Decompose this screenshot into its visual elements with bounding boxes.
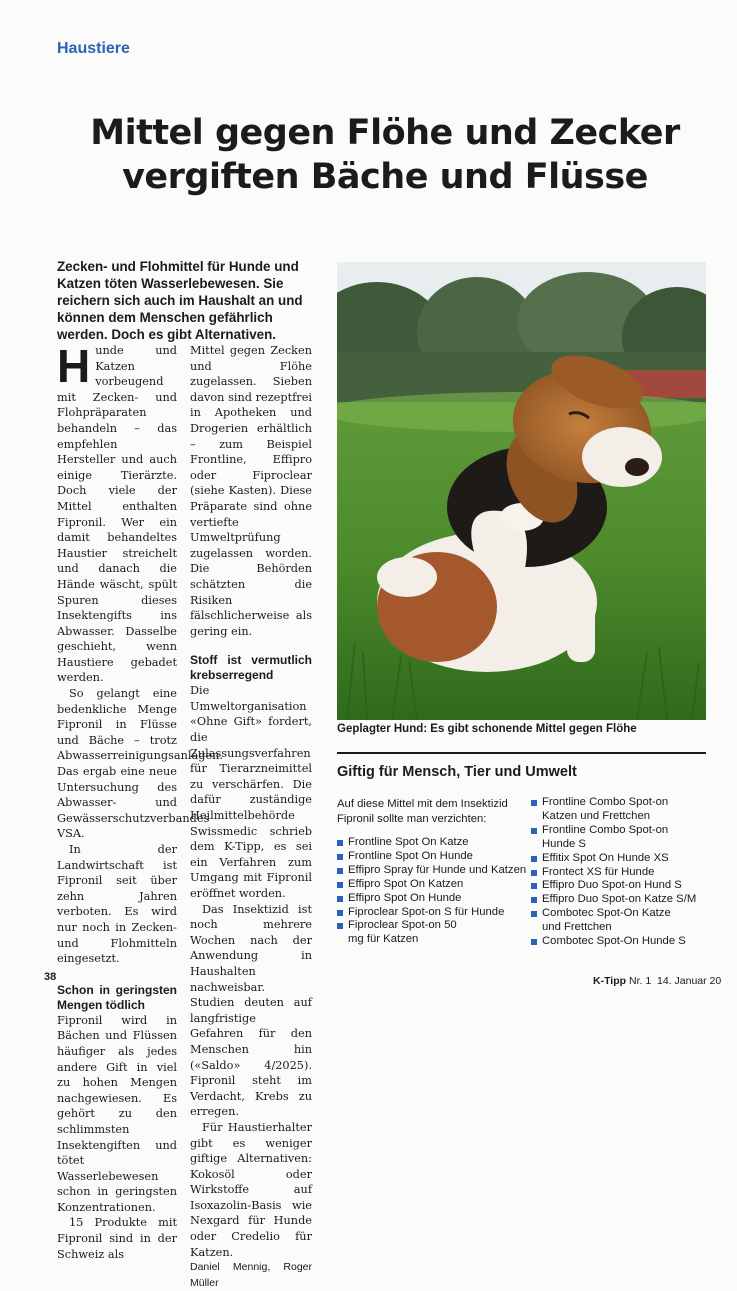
product-list-right xyxy=(531,796,701,949)
product-list-left xyxy=(337,836,527,947)
photo-caption: Geplagter Hund: Es gibt schonende Mittel gegen Flöhe xyxy=(337,723,637,735)
list-item: Frontline Combo Spot-on Katzen und Frettchen xyxy=(531,796,701,824)
list-item: Fiproclear Spot-on S für Hunde xyxy=(337,906,527,920)
list-item: Effipro Spray für Hunde und Katzen xyxy=(337,864,527,878)
list-item: Effipro Spot On Katzen xyxy=(337,878,527,892)
list-item: Frontline Spot On Hunde xyxy=(337,850,527,864)
headline-line-2: vergiften Bäche und Flüsse xyxy=(122,157,648,197)
paragraph-9: Für Haustierhalter gibt es weniger giftige Alternativen: Kokosöl oder Wirkstoffe auf Isoxazolin-Basis wie Nexgard für Hunde oder Credelio für Katzen. xyxy=(190,1120,312,1259)
list-item: Effipro Spot On Hunde xyxy=(337,892,527,906)
beagle-scratching-illustration xyxy=(337,262,706,720)
subheading-1: Schon in geringsten Mengen tödlich xyxy=(57,982,177,1012)
headline-line-1: Mittel gegen Flöhe und Zecker xyxy=(90,113,680,153)
paragraph-4: Fipronil wird in Bächen und Flüssen häufiger als jedes andere Gift in viel zu hohen Mengen nachgewiesen. Es gehört zu den schlimmsten Insektengiften und tötet Wasserlebewesen schon in geringsten Konzentrationen. xyxy=(57,1013,177,1214)
page-number: 38 xyxy=(44,971,57,983)
paragraph-8: Das Insektizid ist noch mehrere Wochen nach der Anwendung in Haushalten nachweisbar. Studien deuten auf langfristige Gefahren für den Menschen hin («Saldo» 4/2025). Fipronil steht im Verdacht, Krebs zu erregen. xyxy=(190,902,312,1119)
list-item: Frontect XS für Hunde xyxy=(531,866,701,880)
lead-paragraph: Zecken- und Flohmittel für Hunde und Katzen töten Wasserlebewesen. Sie reichern sich auch im Haushalt an und können dem Menschen gefährlich werden. Doch es gibt Alternativen. xyxy=(57,259,303,342)
text-column-1 xyxy=(57,340,224,1262)
paragraph-2: So gelangt eine bedenkliche Menge Fipronil in Flüsse und Bäche – trotz Abwasserreinigungsanlagen. Das ergab eine neue Untersuchung des Abwasser- und Gewässerschutzverbandes VSA. xyxy=(57,687,224,841)
paragraph-3: In der Landwirtschaft ist Fipronil seit über zehn Jahren verboten. Es wird nur noch in Zecken- und Flohmitteln eingesetzt. xyxy=(57,843,177,966)
footer-magazine xyxy=(593,975,721,987)
text-column-2 xyxy=(190,343,312,1291)
magazine-name: K-Tipp xyxy=(593,975,627,987)
list-item: Effitix Spot On Hunde XS xyxy=(531,852,701,866)
section-rubric: Haustiere xyxy=(57,40,130,57)
paragraph-6: Mittel gegen Zecken und Flöhe zugelassen. Sieben davon sind rezeptfrei in Apotheken und Drogerien erhältlich – zum Beispiel Frontline, Effipro oder Fiproclear (siehe Kasten). Diese Präparate sind ohne vertiefte Umweltprüfung zugelassen worden. Die Behörden schätzten die Risiken fälschlicherweise als gering ein. xyxy=(190,344,312,638)
list-item: Combotec Spot-On Katze und Frettchen xyxy=(531,907,682,935)
issue-number: Nr. 1 xyxy=(628,975,652,987)
list-item: Frontline Spot On Katze xyxy=(337,836,527,850)
box-divider xyxy=(337,752,706,754)
list-item: Frontline Combo Spot-on Hunde S xyxy=(531,824,682,852)
issue-date: 14. Januar 20 xyxy=(657,975,722,987)
box-intro: Auf diese Mittel mit dem Insektizid Fipronil sollte man verzichten: xyxy=(337,798,508,825)
dog-photo xyxy=(337,262,706,720)
paragraph-5: 15 Produkte mit Fipronil sind in der Schweiz als xyxy=(57,1216,177,1261)
dropcap: H xyxy=(57,340,91,392)
paragraph-1: unde und Katzen vorbeugend mit Zecken- und Flohpräparaten behandeln – das empfehlen Hersteller und auch einige Tierärzte. Doch viele der Mittel enthalten Fipronil. Wer ein damit behandeltes Haustier streichelt und danach die Hände wäscht, spült Spuren dieses Insektengifts ins Abwasser. Dasselbe geschieht, wenn Haustiere gebadet werden. xyxy=(57,344,177,685)
list-item: Fiproclear Spot-on 50 mg für Katzen xyxy=(337,919,468,947)
paragraph-7: Die Umweltorganisation «Ohne Gift» fordert, die Zulassungsverfahren für Tierarzneimittel zu verschärfen. Die dafür zuständige Heilmittelbehörde Swissmedic schrieb dem K-Tipp, es sei ein Verfahren zum Umgang mit Fipronil eröffnet worden. xyxy=(190,684,312,900)
list-item: Effipro Duo Spot-on Hund S xyxy=(531,879,701,893)
list-item: Combotec Spot-On Hunde S xyxy=(531,935,701,949)
subheading-2: Stoff ist vermutlich krebserregend xyxy=(190,653,312,683)
author-credit: Daniel Mennig, Roger Müller xyxy=(190,1261,312,1289)
box-title: Giftig für Mensch, Tier und Umwelt xyxy=(337,764,577,780)
list-item: Effipro Duo Spot-on Katze S/M xyxy=(531,893,701,907)
